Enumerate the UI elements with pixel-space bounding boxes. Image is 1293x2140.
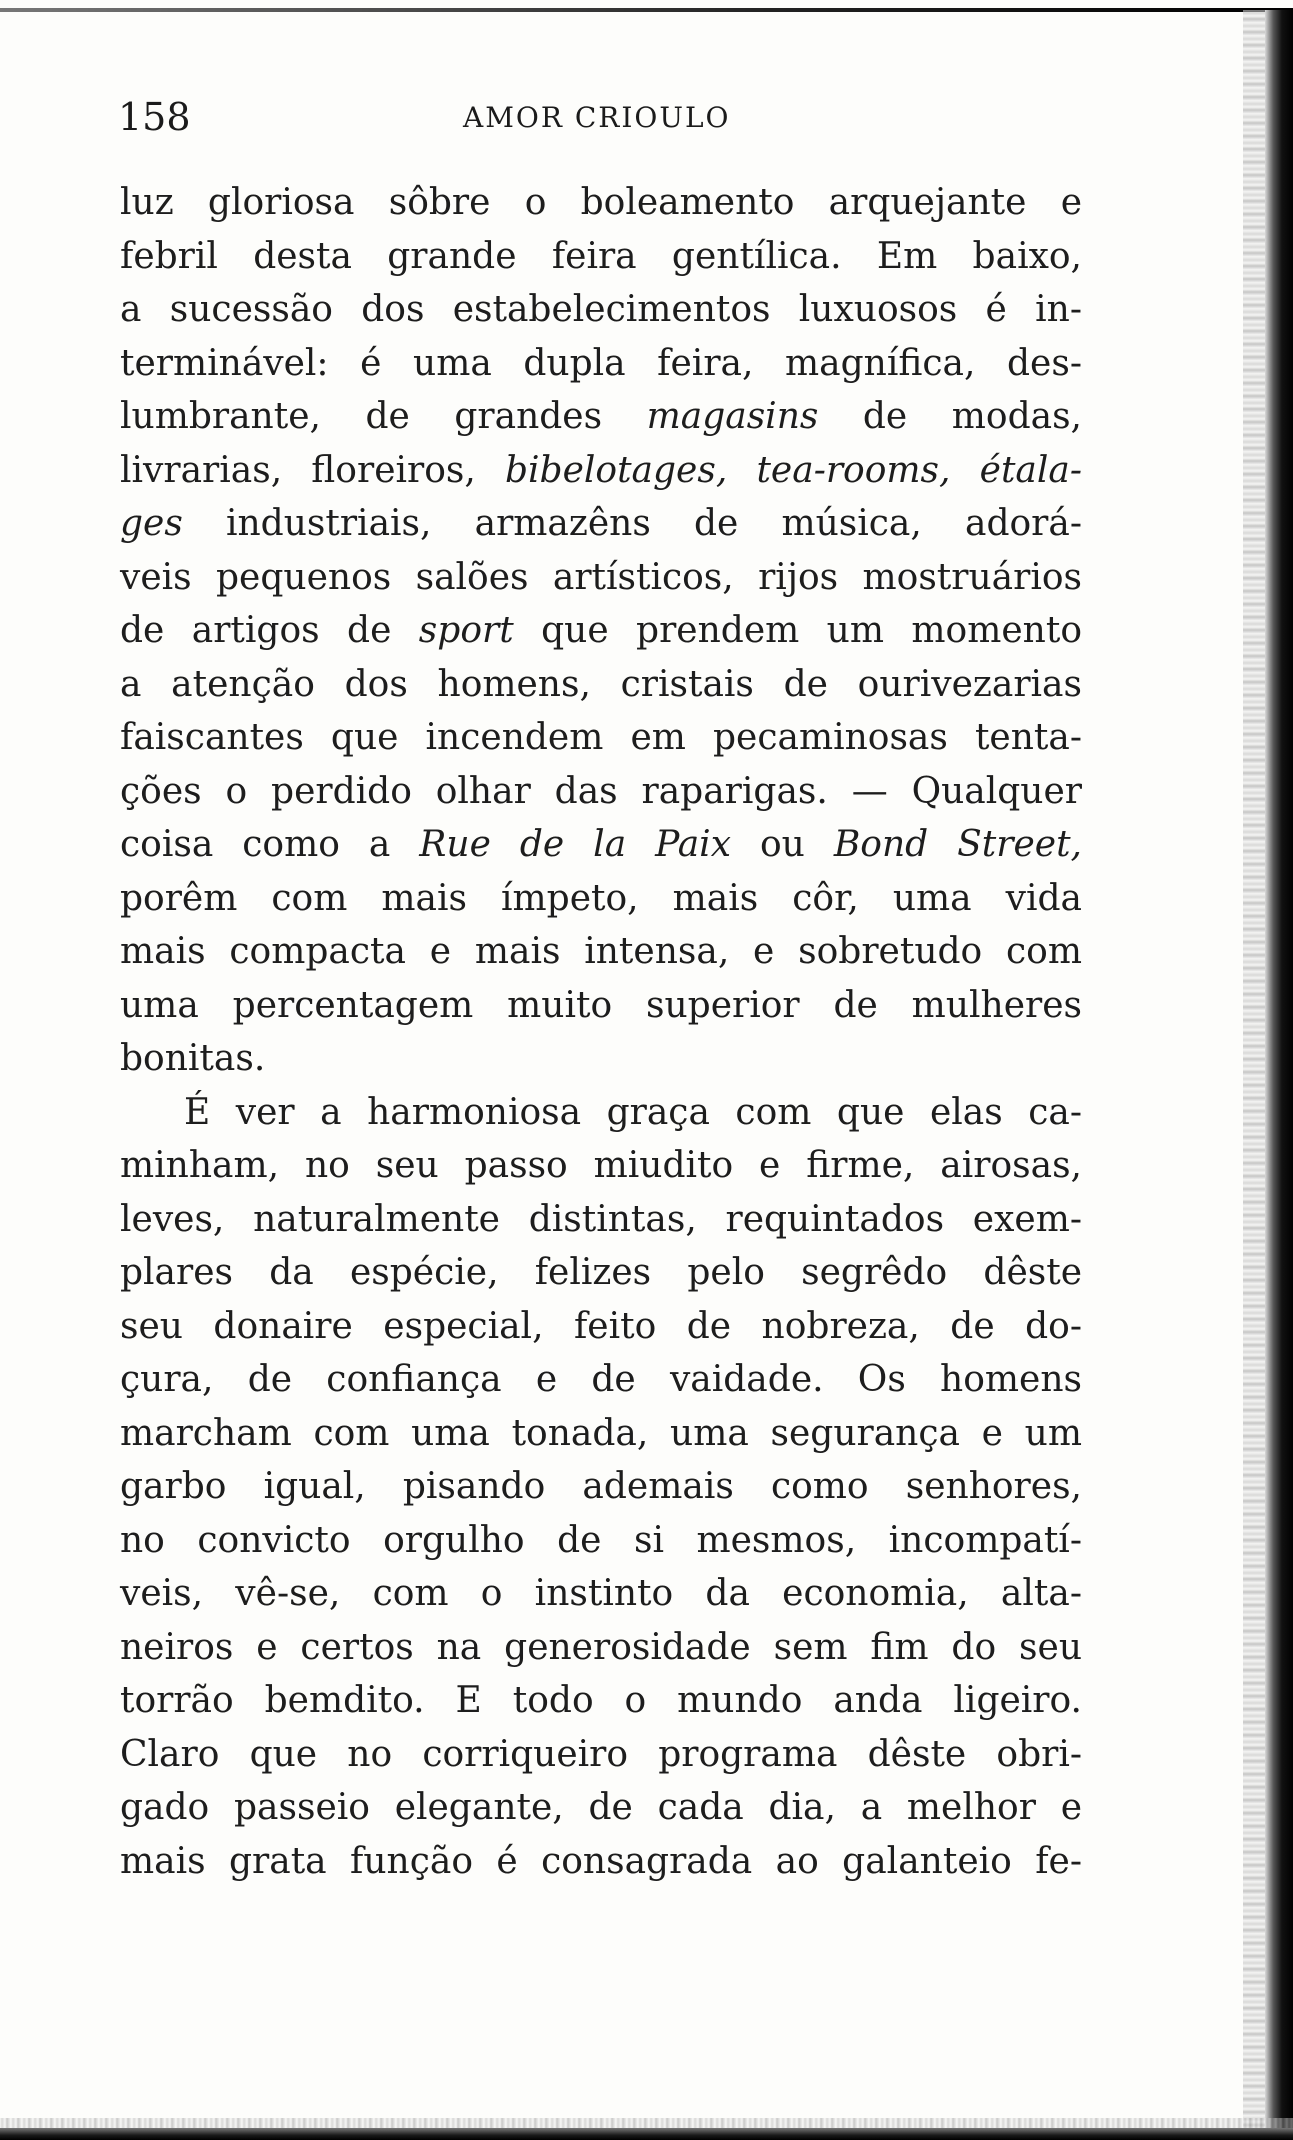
paragraph-1 xyxy=(120,176,1082,1086)
text-line: luz gloriosa sôbre o boleamento arquejante e xyxy=(120,182,1082,223)
text-line: marcham com uma tonada, uma segurança e um xyxy=(120,1412,1082,1454)
text-line: Claro que no corriqueiro programa dêste obri- xyxy=(120,1733,1082,1775)
scan-edge-bottom xyxy=(0,2128,1293,2140)
text-line: ções o perdido olhar das raparigas. — Qualquer xyxy=(120,770,1082,812)
text-line: a atenção dos homens, cristais de ourivezarias xyxy=(120,663,1082,705)
text-line: seu donaire especial, feito de nobreza, de do- xyxy=(120,1305,1082,1347)
text-line: veis, vê-se, com o instinto da economia, alta- xyxy=(120,1573,1082,1614)
text-line: É ver a harmoniosa graça com que elas ca- xyxy=(184,1091,1082,1133)
text-line: bonitas. xyxy=(120,1038,266,1079)
body-text xyxy=(120,176,1082,1888)
text-line: coisa como a Rue de la Paix ou Bond Street, xyxy=(120,824,1082,865)
text-line: garbo igual, pisando ademais como senhores, xyxy=(120,1466,1082,1507)
paragraph-2 xyxy=(120,1086,1082,1889)
page-header xyxy=(118,92,1078,142)
text-line: minham, no seu passo miudito e firme, airosas, xyxy=(120,1145,1082,1186)
text-line: no convicto orgulho de si mesmos, incompatí- xyxy=(120,1519,1082,1561)
text-line: plares da espécie, felizes pelo segrêdo dêste xyxy=(120,1252,1082,1293)
text-line: uma percentagem muito superior de mulheres xyxy=(120,984,1082,1026)
text-line: torrão bemdito. E todo o mundo anda ligeiro. xyxy=(120,1680,1082,1721)
page-number: 158 xyxy=(118,95,191,139)
text-line: leves, naturalmente distintas, requintados exem- xyxy=(120,1198,1082,1240)
text-line: livrarias, floreiros, bibelotages, tea-rooms, étala- xyxy=(120,449,1083,491)
text-line: de artigos de sport que prendem um momento xyxy=(120,610,1082,651)
text-line: porêm com mais ímpeto, mais côr, uma vida xyxy=(120,877,1082,919)
scan-edge-right xyxy=(1265,10,1293,2135)
text-line: gado passeio elegante, de cada dia, a melhor e xyxy=(120,1787,1082,1828)
text-line: a sucessão dos estabelecimentos luxuosos é in- xyxy=(120,289,1082,330)
text-line: neiros e certos na generosidade sem fim do seu xyxy=(120,1626,1082,1668)
scan-edge-top xyxy=(0,8,1293,12)
text-line: febril desta grande feira gentílica. Em baixo, xyxy=(120,235,1082,277)
text-line: çura, de confiança e de vaidade. Os homens xyxy=(120,1359,1082,1400)
scan-edge-right-speckle xyxy=(1243,10,1265,2135)
text-line: terminável: é uma dupla feira, magnífica, des- xyxy=(120,342,1082,384)
text-line: faiscantes que incendem em pecaminosas tenta- xyxy=(120,717,1082,758)
text-line: veis pequenos salões artísticos, rijos mostruários xyxy=(120,556,1082,598)
text-line: lumbrante, de grandes magasins de modas, xyxy=(120,396,1082,437)
text-line: mais compacta e mais intensa, e sobretudo com xyxy=(120,931,1082,972)
running-head: AMOR CRIOULO xyxy=(463,101,731,134)
scan-edge-bottom-speckle xyxy=(0,2118,1293,2128)
text-line: mais grata função é consagrada ao galanteio fe- xyxy=(120,1840,1082,1882)
text-line: ges industriais, armazêns de música, adorá- xyxy=(120,503,1082,544)
